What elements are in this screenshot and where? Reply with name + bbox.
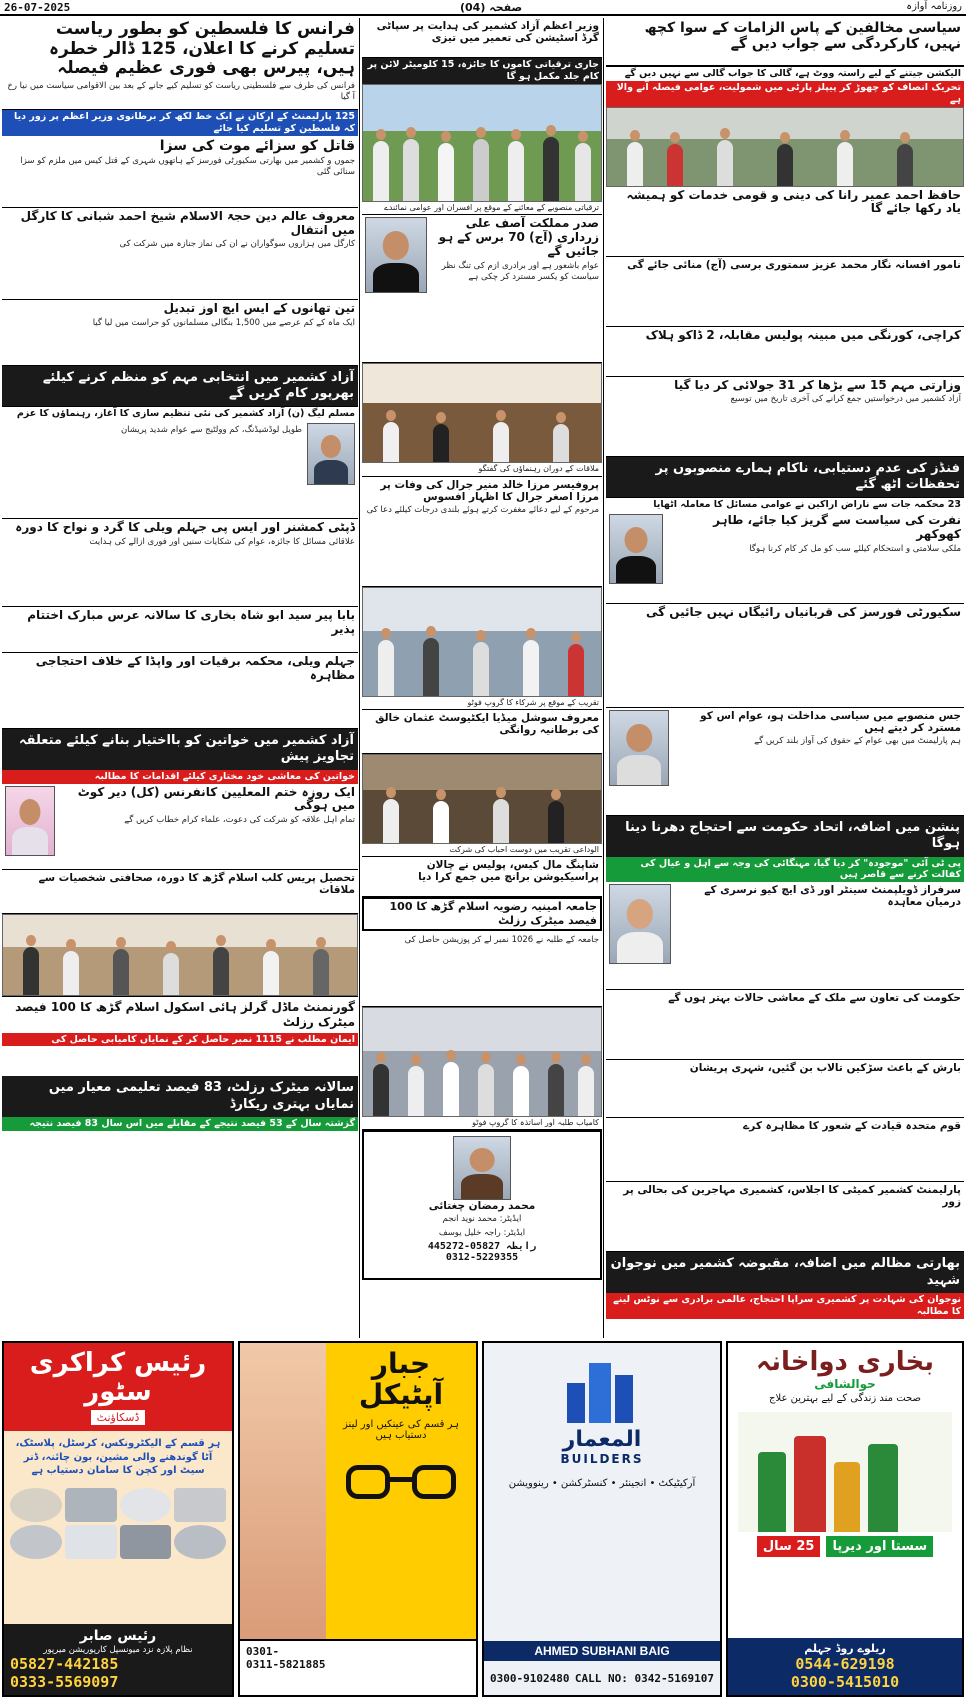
- story-protest: [2, 653, 358, 729]
- story-social-activist: [362, 710, 602, 754]
- banner-subline: ایمان مطلب نے 1115 نمبر حاصل کر کے نمایاں کامیابی حاصل کی: [2, 1033, 358, 1047]
- ad-phone: 0300-5415010: [790, 1673, 900, 1691]
- ad-brand: المعمار: [562, 1427, 642, 1452]
- story-writer: [606, 257, 964, 327]
- lead-story-opponents: [606, 18, 964, 66]
- story-kashmir-committee: [606, 1182, 964, 1252]
- page-number: صفحہ (04): [460, 1, 523, 14]
- headline: پروفیسر مرزا خالد منیر جرال کی وفات پر مرزا اصغر جرال کا اظہار افسوس: [380, 478, 599, 503]
- headline: ایک روزہ ختم المعلیین کانفرنس (کل) دیر کوٹ میں ہوگی: [77, 784, 355, 813]
- story-challan: [362, 857, 602, 897]
- advertisement-row: [0, 1341, 966, 1699]
- column-rule: [359, 18, 360, 1338]
- ad-model-photo: [240, 1343, 330, 1643]
- headline: سیاسی مخالفین کے پاس الزامات کے سوا کچھ نہیں، کارکردگی سے جواب دیں گے: [644, 20, 961, 53]
- ad-phone: 0311-5821885: [246, 1658, 326, 1671]
- portrait-photo: [609, 514, 663, 584]
- story-body: آزاد کشمیر میں درخواستیں جمع کرانے کی آخری تاریخ میں توسیع: [730, 394, 961, 405]
- ad-phone: 0301-: [246, 1645, 280, 1658]
- ad-tagline: صحت مند زندگی کے لیے بہترین علاج: [769, 1393, 921, 1404]
- story-body: جامعہ کے طلبہ نے 1026 نمبر لے کر پوزیشن حاصل کی: [404, 934, 599, 945]
- column-left: [2, 18, 358, 1338]
- portrait-photo: [5, 786, 55, 856]
- story-zardari: [362, 215, 602, 363]
- story-dc-visit: [2, 519, 358, 607]
- story-hafiz: [606, 187, 964, 257]
- story-condolence: [362, 477, 602, 587]
- editor-name: محمد رمضان چغتائی: [428, 1200, 536, 1213]
- ad-address: ریلوے روڈ جہلم: [804, 1642, 886, 1655]
- portrait-photo: [609, 884, 671, 964]
- headline: قوم متحدہ قیادت کے شعور کا مظاہرہ کرے: [743, 1120, 961, 1133]
- headline: سکیورٹی فورسز کی قربانیاں رائیگاں نہیں جائیں گی: [645, 605, 961, 619]
- headline: بابا پیر سید ابو شاہ بخاری کا سالانہ عرس مبارک اختتام پذیر: [27, 608, 355, 636]
- group-photo: [2, 914, 358, 996]
- story-press-club: [2, 870, 358, 914]
- ad-title: جبار آپٹیکل: [358, 1347, 444, 1411]
- editor-title-2: ایڈیٹر: راجہ خلیل یوسف: [438, 1227, 526, 1238]
- headline: تین تھانوں کے ایس ایچ اوز تبدیل: [163, 300, 355, 315]
- photo-ceremony: [362, 587, 602, 697]
- banner-headline: گورنمنٹ ماڈل گرلز ہائی اسکول اسلام گڑھ کا 100 فیصد میٹرک رزلٹ: [2, 996, 358, 1033]
- ad-phone: 0300-9102480: [490, 1671, 570, 1685]
- ad-builders: [482, 1341, 722, 1697]
- story-body: طویل لوڈشیڈنگ، کم وولٹیج سے عوام شدید پریشان: [120, 425, 302, 436]
- paper-name: روزنامہ آوازہ: [906, 1, 962, 12]
- highlight-strip: 125 پارلیمنٹ کے ارکان نے ایک خط لکھ کر برطانوی وزیر اعظم پر زور دیا کہ فلسطین کو تسلیم کیا جائے: [2, 110, 358, 136]
- story-body: ملکی سلامتی و استحکام کیلئے سب کو مل کر کام کرنا ہوگا: [749, 543, 961, 554]
- story-body: عوام باشعور ہے اور برادری ازم کی تنگ نظر سیاست کو یکسر مسترد کر چکی ہے: [441, 260, 599, 282]
- banner-subline: گزشتہ سال کے 53 فیصد نتیجے کے مقابلے میں اس سال 83 فیصد نتیجہ: [2, 1117, 358, 1131]
- story-body: علاقائی مسائل کا جائزہ، عوام کی شکایات سنیں اور فوری ازالے کی ہدایت: [89, 536, 355, 547]
- banner-subline: پی ٹی آئی "موجودہ" کر دیا گیا، مہنگائی کی وجہ سے اہل و عیال کی کفالت کرنے سے قاصر ہیں: [606, 857, 964, 883]
- ad-services: آرکیٹیکٹ • انجینئر • کنسٹرکشن • رینوویشن: [508, 1478, 696, 1489]
- story-karachi: [606, 327, 964, 377]
- story-rain: [606, 1060, 964, 1118]
- story-jamia: [362, 931, 602, 1007]
- spacer-story: [2, 1046, 358, 1076]
- issue-date: 26-07-2025: [4, 1, 71, 14]
- story-death-sentence: [2, 136, 358, 208]
- banner-headline: جامعہ امینیہ رضویہ اسلام گڑھ کا 100 فیصد میٹرک رزلٹ: [362, 897, 602, 931]
- headline: قاتل کو سزائے موت کی سزا: [159, 137, 355, 154]
- story-hate-politics: [606, 512, 964, 604]
- banner-headline: بھارتی مظالم میں اضافہ، مقبوضہ کشمیر میں نوجوان شہید: [606, 1252, 964, 1293]
- story-urs: [2, 607, 358, 653]
- story-body: فرانس کی طرف سے فلسطینی ریاست کو تسلیم کیے جانے کے بعد بین الاقوامی سیاست میں نیا رخ آ گیا: [7, 80, 355, 103]
- headline: پارلیمنٹ کشمیر کمیٹی کا اجلاس، کشمیری مہاجرین کی بحالی پر زور: [623, 1184, 961, 1209]
- ad-dawakhana: [726, 1341, 964, 1697]
- ad-price: 25 سال: [757, 1536, 821, 1557]
- portrait-photo: [365, 217, 427, 293]
- story-with-portrait: [2, 421, 358, 519]
- glasses-icon: [346, 1465, 456, 1505]
- headline: حافظ احمد عمیر رانا کی دینی و قومی خدمات کو ہمیشہ یاد رکھا جائے گا: [626, 187, 961, 216]
- banner-headline: سالانہ میٹرک رزلٹ، 83 فیصد تعلیمی معیار میں نمایاں بہتری ریکارڈ: [2, 1076, 358, 1117]
- banner-subline: 23 محکمہ جات سے ناراض اراکین نے عوامی مسائل کا معاملہ اٹھایا: [606, 497, 964, 512]
- ad-address: نظام پلازہ نزد میونسپل کارپوریشن میرپور: [43, 1645, 193, 1655]
- photo-caption: تقریب کے موقع پر شرکاء کا گروپ فوٹو: [362, 697, 602, 710]
- story-economy: [606, 990, 964, 1060]
- story-kargil: [2, 208, 358, 300]
- ad-phone: 0544-629198: [795, 1655, 895, 1673]
- photo-site-visit: [362, 84, 602, 202]
- banner-headline: پنشن میں اضافہ، اتحاد حکومت سے احتجاج دھرنا دینا ہوگا: [606, 816, 964, 857]
- headline: تحصیل پریس کلب اسلام گڑھ کا دورہ، صحافتی شخصیات سے ملاقات: [38, 871, 355, 896]
- editor-box: [362, 1130, 602, 1280]
- headline: جہلم ویلی، محکمہ برقیات اور واپڈا کے خلاف احتجاجی مظاہرہ: [35, 654, 355, 682]
- story-deadline: [606, 377, 964, 457]
- photo-caption: الوداعی تقریب میں دوست احباب کی شرکت: [362, 844, 602, 857]
- building-logo-icon: [557, 1359, 647, 1423]
- story-body: تمام اہل علاقہ کو شرکت کی دعوت، علماء کرام خطاب کریں گے: [124, 815, 355, 826]
- column-right: [606, 18, 964, 1338]
- ad-subtitle: حوالشافی: [814, 1377, 876, 1391]
- banner-subline: خواتین کی معاشی خود مختاری کیلئے اقدامات کا مطالبہ: [2, 770, 358, 784]
- story-body: جموں و کشمیر میں بھارتی سکیورٹی فورسز کے ہاتھوں شہری کے قتل کیس میں ملزم کو سزا سنائی گئی: [20, 155, 355, 178]
- headline: جس منصوبے میں سیاسی مداخلت ہو، عوام اس کو مسترد کر دیتے ہیں: [700, 710, 961, 735]
- headline: حکومت کی تعاون سے ملک کے معاشی حالات بہتر ہوں گے: [668, 992, 961, 1005]
- headline: کراچی، کورنگی میں مبینہ پولیس مقابلہ، 2 ڈاکو ہلاک: [645, 327, 961, 342]
- ad-optical: [238, 1341, 478, 1697]
- story-leadership: [606, 1118, 964, 1182]
- masthead-bar: [0, 0, 966, 16]
- ad-subtitle: ڈسکاؤنٹ: [91, 1410, 146, 1425]
- highlight-strip: جاری ترقیاتی کاموں کا جائزہ، 15 کلومیٹر لائن پر کام جلد مکمل ہو گا: [362, 58, 602, 84]
- story-body: ایک ماہ کے کم عرصے میں 1,500 بنگالی مسلمانوں کو حراست میں لیا گیا: [92, 317, 355, 328]
- contact-label: رابطہ: [506, 1241, 537, 1253]
- headline: وزارتی مہم 15 سے بڑھا کر 31 جولائی کر دیا گیا: [674, 377, 961, 392]
- headline: شاپنگ مال کیس، پولیس نے چالان پراسیکیوشن برانچ میں جمع کرا دیا: [418, 859, 599, 884]
- editor-title: ایڈیٹر: محمد نوید انجم: [442, 1214, 522, 1225]
- headline: نفرت کی سیاست سے گریز کیا جائے، طاہر کھوکھر: [713, 513, 961, 541]
- story-interference: [606, 708, 964, 816]
- headline: صدر مملکت آصف علی زرداری (آج) 70 برس کے ہو جائیں گے: [438, 216, 599, 258]
- headline: فرانس کا فلسطین کو بطور ریاست تسلیم کرنے کا اعلان، 125 ڈالر خطرہ ہیں، پیرس بھی فوری عظیم فیصلہ: [48, 19, 355, 79]
- headline: معروف سوشل میڈیا ایکٹیوسٹ عثمان خالق کی برطانیہ روانگی: [375, 711, 599, 736]
- story-body: کارگل میں ہزاروں سوگواران نے ان کی نماز جنازہ میں شرکت کی: [119, 239, 355, 250]
- photo-caption: ملاقات کے دوران رہنماؤں کی گفتگو: [362, 463, 602, 476]
- contact-phone: 05827-445272: [427, 1241, 501, 1253]
- ad-owner: رئیس صابر: [79, 1628, 157, 1644]
- headline: نامور افسانہ نگار محمد عزیز سمتوری برسی (آج) منائی جائے گی: [627, 258, 961, 271]
- ad-phone: CALL NO: 0342-5169107: [574, 1671, 714, 1685]
- ad-crockery-store: [2, 1341, 234, 1697]
- story-conference: [2, 784, 358, 870]
- headline: معروف عالم دین حجۃ الاسلام شیخ احمد شبانی کا کارگل میں انتقال: [20, 208, 355, 237]
- portrait-photo: [609, 710, 669, 786]
- photo-meeting: [362, 363, 602, 463]
- story-development: [606, 882, 964, 990]
- ad-title: رئیس کراکری سٹور: [29, 1348, 207, 1407]
- ad-title: بخاری دواخانہ: [755, 1347, 935, 1377]
- column-rule: [603, 18, 604, 1338]
- headline: ڈپٹی کمشنر اور ایس پی جہلم ویلی کا گرد و نواح کا دورہ: [15, 520, 355, 535]
- ad-product-collage: [4, 1484, 232, 1563]
- contact-phone: 0312-5229355: [445, 1252, 519, 1264]
- column-middle: [362, 18, 602, 1338]
- photo-students: [362, 1007, 602, 1117]
- banner-headline: فنڈز کی عدم دستیابی، ناکام ہمارے منصوبوں پر تحفظات اٹھ گئے: [606, 457, 964, 498]
- story-sho-transfer: [2, 300, 358, 366]
- highlight-strip: تحریک انصاف کو چھوڑ کر پیپلز پارٹی میں شمولیت، عوامی فیصلہ آنے والا ہے: [606, 81, 964, 107]
- lead-story-france: [2, 18, 358, 110]
- banner-headline: آزاد کشمیر میں انتخابی مہم کو منظم کرنے کیلئے بھرپور کام کریں گے: [2, 366, 358, 407]
- ad-body: ہر قسم کی عینکیں اور لینز دستیاب ہیں: [343, 1418, 459, 1441]
- headline: سرفراز ڈویلپمنٹ سینٹر اور ڈی ایچ کیو نرسری کے درمیان معاہدہ: [704, 884, 961, 909]
- story-security: [606, 604, 964, 708]
- photo-caption: کامیاب طلبہ اور اساتذہ کا گروپ فوٹو: [362, 1117, 602, 1130]
- ad-phone: 0333-5569097: [10, 1673, 119, 1691]
- ad-phone: 05827-442185: [10, 1655, 119, 1673]
- portrait-photo: [453, 1136, 511, 1200]
- banner-subline: نوجوان کی شہادت پر کشمیری سراپا احتجاج، عالمی برادری سے نوٹس لینے کا مطالبہ: [606, 1293, 964, 1319]
- photo-farewell: [362, 754, 602, 844]
- medicine-bottles: [738, 1412, 952, 1532]
- story-body: مرحوم کے لیے دعائے مغفرت کرتے ہوئے بلندی درجات کیلئے دعا کی: [366, 504, 599, 515]
- ad-contact-name: AHMED SUBHANI BAIG: [484, 1641, 720, 1661]
- headline: بارش کے باعث سڑکیں تالاب بن گئیں، شہری پریشان: [689, 1062, 961, 1075]
- story-grid-station: [362, 18, 602, 58]
- ad-brand-en: BUILDERS: [560, 1452, 644, 1466]
- story-body: ہم پارلیمنٹ میں بھی عوام کے حقوق کی آواز بلند کریں گے: [754, 736, 961, 747]
- ad-offer: سستا اور دیرپا: [826, 1536, 933, 1557]
- photo-rally: [606, 107, 964, 187]
- headline: وزیر اعظم آزاد کشمیر کی ہدایت پر سپاٹی گرڈ اسٹیشن کی تعمیر میں تیزی: [376, 20, 599, 45]
- portrait-photo: [307, 423, 355, 485]
- highlight-strip: الیکشن جیتنے کے لیے راستہ ووٹ ہے، گالی کا جواب گالی سے نہیں دیں گے: [606, 66, 964, 81]
- photo-caption: ترقیاتی منصوبے کے معائنے کے موقع پر افسران اور عوامی نمائندے: [362, 202, 602, 215]
- banner-subline: مسلم لیگ (ن) آزاد کشمیر کی نئی تنظیم سازی کا آغاز، رہنماؤں کا عزم: [2, 406, 358, 421]
- banner-headline: آزاد کشمیر میں خواتین کو بااختیار بنانے کیلئے متعلقہ تجاویز پیش: [2, 729, 358, 770]
- ad-body: ہر قسم کے الیکٹرونکس، کرسٹل، پلاسٹک، آٹا گوندھنے والی مشین، بون چائنہ، ڈنر سیٹ اور کچن کا سامان دستیاب ہے: [15, 1438, 221, 1477]
